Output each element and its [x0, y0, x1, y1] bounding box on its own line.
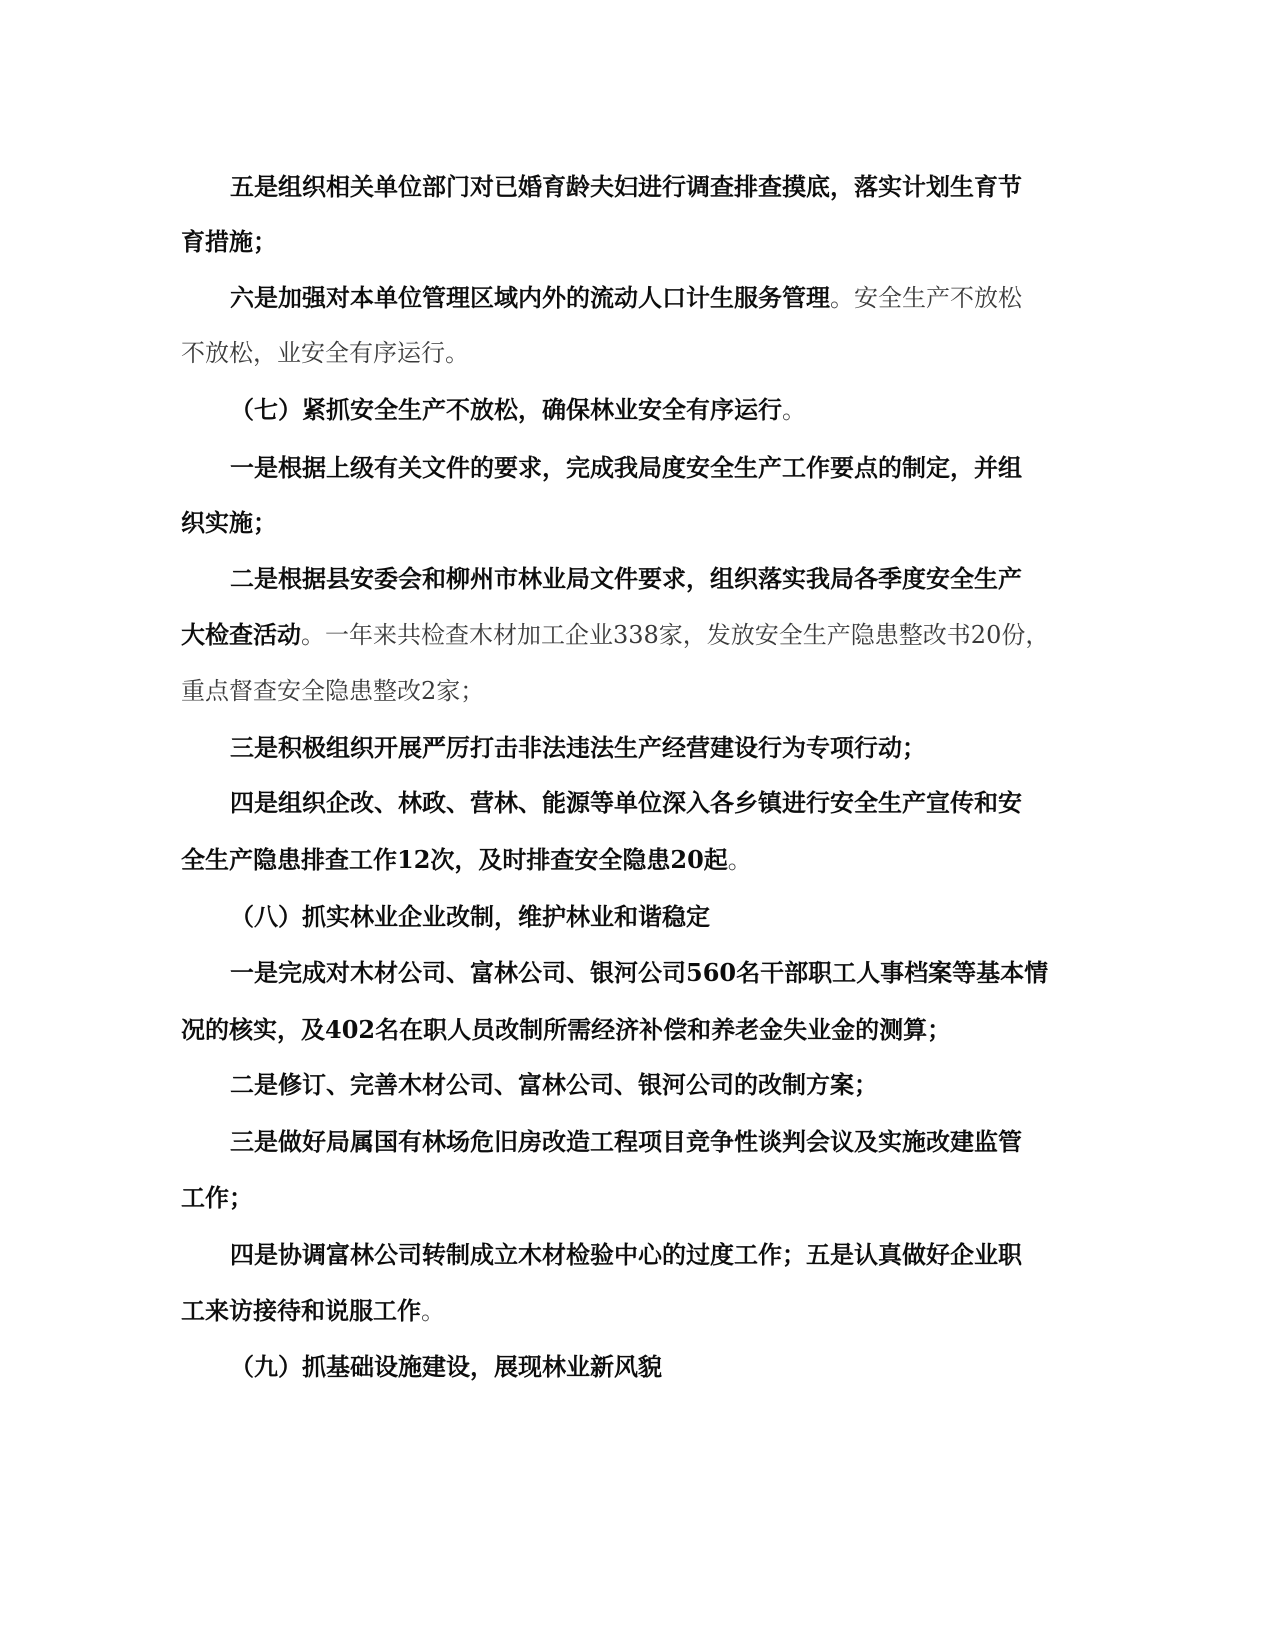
line-text-bold: 四是组织企改、林政、营林、能源等单位深入各乡镇进行安全生产宣传和安 — [230, 788, 1022, 817]
section-heading — [230, 395, 806, 425]
paragraph-line — [230, 283, 1022, 313]
paragraph-line — [181, 845, 752, 875]
paragraph-line — [181, 1015, 951, 1045]
section-heading — [230, 902, 710, 932]
paragraph-line — [181, 338, 469, 368]
line-text-light: 。安全生产不放松 — [830, 284, 1022, 312]
line-text-bold: 三是做好局属国有林场危旧房改造工程项目竞争性谈判会议及实施改建监管 — [230, 1127, 1022, 1156]
line-text-bold: 工作； — [181, 1183, 253, 1212]
line-text-bold: 况的核实，及402名在职人员改制所需经济补偿和养老金失业金的测算； — [181, 1015, 952, 1044]
paragraph-line — [181, 508, 277, 538]
paragraph-line — [230, 453, 1022, 483]
paragraph-line — [230, 788, 1022, 818]
paragraph-line — [181, 227, 277, 257]
paragraph-line — [230, 564, 1022, 594]
line-text-light: 。 — [421, 1297, 445, 1325]
line-text-light: 不放松，业安全有序运行。 — [181, 339, 469, 367]
line-text-bold: 六是加强对本单位管理区域内外的流动人口计生服务管理 — [230, 283, 830, 312]
section-heading — [230, 1352, 662, 1382]
line-text-bold: （九）抓基础设施建设，展现林业新风貌 — [230, 1352, 662, 1381]
line-text-light: 。 — [727, 846, 752, 874]
line-text-bold: 五是组织相关单位部门对已婚育龄夫妇进行调查排查摸底，落实计划生育节 — [230, 172, 1022, 201]
line-text-bold: （七）紧抓安全生产不放松，确保林业安全有序运行 — [230, 395, 782, 424]
line-text-bold: 工来访接待和说服工作 — [181, 1296, 421, 1325]
paragraph-line — [181, 1296, 445, 1326]
line-text-light: 。 — [782, 396, 806, 424]
paragraph-line — [230, 1127, 1022, 1157]
line-text-bold: 三是积极组织开展严厉打击非法违法生产经营建设行为专项行动； — [230, 733, 926, 762]
line-text-bold: 四是协调富林公司转制成立木材检验中心的过度工作；五是认真做好企业职 — [230, 1240, 1022, 1269]
paragraph-line — [230, 733, 926, 763]
line-text-bold: 二是根据县安委会和柳州市林业局文件要求，组织落实我局各季度安全生产 — [230, 564, 1022, 593]
line-text-bold: 织实施； — [181, 508, 277, 537]
paragraph-line — [181, 620, 1049, 650]
paragraph-line — [181, 1183, 253, 1213]
paragraph-line — [181, 676, 484, 706]
line-text-bold: （八）抓实林业企业改制，维护林业和谐稳定 — [230, 902, 710, 931]
paragraph-line — [230, 172, 1022, 202]
line-text-bold: 二是修订、完善木材公司、富林公司、银河公司的改制方案； — [230, 1070, 878, 1099]
line-text-bold: 一是根据上级有关文件的要求，完成我局度安全生产工作要点的制定，并组 — [230, 453, 1022, 482]
paragraph-line — [230, 958, 1048, 988]
line-text-bold: 育措施； — [181, 227, 277, 256]
line-text-light: 重点督查安全隐患整改2家； — [181, 677, 485, 705]
line-text-bold: 全生产隐患排查工作12次，及时排查安全隐患20起 — [181, 845, 728, 874]
line-text-bold: 大检查活动 — [181, 620, 301, 649]
line-text-bold: 一是完成对木材公司、富林公司、银河公司560名干部职工人事档案等基本情 — [230, 958, 1049, 987]
paragraph-line — [230, 1240, 1022, 1270]
line-text-light: 。一年来共检查木材加工企业338家，发放安全生产隐患整改书20份， — [301, 621, 1050, 649]
paragraph-line — [230, 1070, 878, 1100]
